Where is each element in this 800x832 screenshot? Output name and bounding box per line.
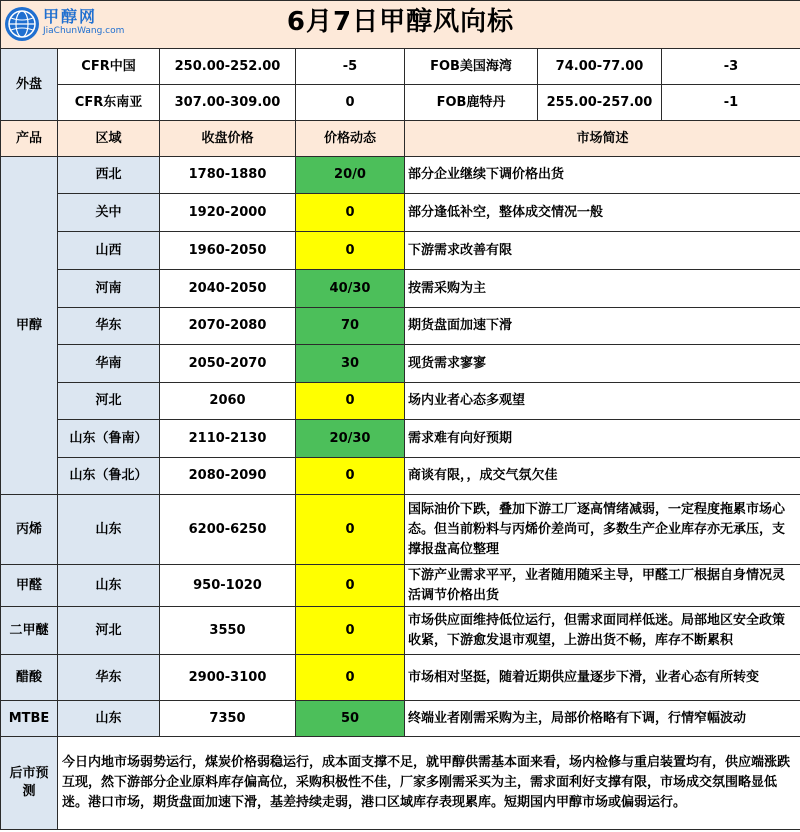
desc-cell: 部分企业继续下调价格出货 (405, 157, 800, 194)
region-cell: 山东 (58, 565, 160, 607)
market-change: -1 (662, 85, 800, 121)
desc-cell: 市场供应面维持低位运行，但需求面同样低迷。局部地区安全政策收紧，下游愈发退市观望，上游出货不畅，库存不断累积 (405, 607, 800, 655)
product-cell: 丙烯 (1, 495, 58, 565)
region-cell: 山西 (58, 232, 160, 270)
product-cell: 二甲醚 (1, 607, 58, 655)
change-cell: 0 (296, 565, 405, 607)
bottom-table (0, 737, 800, 830)
header-region: 区域 (58, 121, 160, 157)
market-change: 0 (296, 85, 405, 121)
desc-cell: 需求难有向好预期 (405, 420, 800, 458)
price-cell: 2080-2090 (160, 458, 296, 495)
table-row (1, 194, 800, 232)
price-cell: 950-1020 (160, 565, 296, 607)
price-cell: 6200-6250 (160, 495, 296, 565)
table-row (1, 655, 800, 701)
region-cell: 河南 (58, 270, 160, 308)
desc-cell: 下游产业需求平平，业者随用随采主导，甲醛工厂根据自身情况灵活调节价格出货 (405, 565, 800, 607)
change-cell: 0 (296, 495, 405, 565)
page-title: 6月7日甲醇风向标 (286, 7, 515, 37)
change-cell: 50 (296, 701, 405, 737)
desc-cell: 按需采购为主 (405, 270, 800, 308)
globe-icon (5, 7, 39, 41)
region-cell: 华南 (58, 345, 160, 383)
market-price: 307.00-309.00 (160, 85, 296, 121)
desc-cell: 场内业者心态多观望 (405, 383, 800, 420)
table-row (1, 701, 800, 737)
table-row (1, 383, 800, 420)
product-cell: 醋酸 (1, 655, 58, 701)
change-cell: 30 (296, 345, 405, 383)
region-cell: 山东（鲁南） (58, 420, 160, 458)
region-cell: 河北 (58, 383, 160, 420)
table-row (1, 345, 800, 383)
desc-cell: 终端业者刚需采购为主，局部价格略有下调，行情窄幅波动 (405, 701, 800, 737)
forecast-text: 今日内地市场弱势运行，煤炭价格弱稳运行，成本面支撑不足，就甲醇供需基本面来看，场内检修与重启装置均有，供应端涨跌互现，然下游部分企业原料库存偏高位，采购积极性不佳，厂家多刚需采买为主，需求面利好支撑有限，市场成交氛围略显低迷。港口市场，期货盘面加速下滑，基差持续走弱，港口区域库存表现累库。短期国内甲醇市场或偏弱运行。 (58, 737, 800, 829)
desc-cell: 商谈有限，，成交气氛欠佳 (405, 458, 800, 495)
change-cell: 0 (296, 655, 405, 701)
region-cell: 华东 (58, 308, 160, 345)
region-cell: 关中 (58, 194, 160, 232)
price-cell: 1960-2050 (160, 232, 296, 270)
desc-cell: 现货需求寥寥 (405, 345, 800, 383)
product-cell: MTBE (1, 701, 58, 737)
change-cell: 0 (296, 607, 405, 655)
market-name: FOB美国海湾 (405, 49, 538, 85)
site-logo (5, 5, 124, 43)
region-cell: 西北 (58, 157, 160, 194)
price-cell: 2050-2070 (160, 345, 296, 383)
table-row (1, 270, 800, 308)
price-cell: 2040-2050 (160, 270, 296, 308)
product-methanol: 甲醇 (1, 157, 58, 495)
region-cell: 河北 (58, 607, 160, 655)
market-change: -5 (296, 49, 405, 85)
header-desc: 市场简述 (405, 121, 800, 157)
market-price: 74.00-77.00 (538, 49, 662, 85)
market-price: 250.00-252.00 (160, 49, 296, 85)
table-row (1, 232, 800, 270)
change-cell: 0 (296, 232, 405, 270)
market-price: 255.00-257.00 (538, 85, 662, 121)
table-row (1, 420, 800, 458)
market-name: CFR东南亚 (58, 85, 160, 121)
desc-cell: 期货盘面加速下滑 (405, 308, 800, 345)
change-cell: 20/30 (296, 420, 405, 458)
change-cell: 70 (296, 308, 405, 345)
price-cell: 2900-3100 (160, 655, 296, 701)
region-cell: 山东 (58, 495, 160, 565)
price-cell: 2060 (160, 383, 296, 420)
price-cell: 2110-2130 (160, 420, 296, 458)
logo-cn-text: 甲醇网 (43, 7, 98, 26)
market-name: FOB鹿特丹 (405, 85, 538, 121)
forecast-label: 后市预测 (1, 737, 58, 829)
table-row (1, 157, 800, 194)
price-cell: 1780-1880 (160, 157, 296, 194)
header-product: 产品 (1, 121, 58, 157)
region-cell: 山东 (58, 701, 160, 737)
table-row (1, 458, 800, 495)
price-cell: 2070-2080 (160, 308, 296, 345)
desc-cell: 市场相对坚挺，随着近期供应量逐步下滑，业者心态有所转变 (405, 655, 800, 701)
price-cell: 3550 (160, 607, 296, 655)
change-cell: 0 (296, 458, 405, 495)
change-cell: 0 (296, 194, 405, 232)
desc-cell: 下游需求改善有限 (405, 232, 800, 270)
market-change: -3 (662, 49, 800, 85)
title-bar (1, 1, 800, 49)
desc-cell: 部分逢低补空，整体成交情况一般 (405, 194, 800, 232)
waipan-label: 外盘 (1, 49, 58, 121)
desc-cell: 国际油价下跌，叠加下游工厂逐高情绪减弱，一定程度拖累市场心态。但当前粉料与丙烯价差尚可，多数生产企业库存亦无承压，支撑报盘高位整理 (405, 495, 800, 565)
table-row (1, 565, 800, 607)
product-cell: 甲醛 (1, 565, 58, 607)
table-row (1, 308, 800, 345)
header-change: 价格动态 (296, 121, 405, 157)
header-price: 收盘价格 (160, 121, 296, 157)
change-cell: 40/30 (296, 270, 405, 308)
change-cell: 0 (296, 383, 405, 420)
market-name: CFR中国 (58, 49, 160, 85)
price-cell: 1920-2000 (160, 194, 296, 232)
logo-en-text: JiaChunWang.com (43, 26, 125, 36)
change-cell: 20/0 (296, 157, 405, 194)
table-row (1, 607, 800, 655)
region-cell: 山东（鲁北） (58, 458, 160, 495)
price-cell: 7350 (160, 701, 296, 737)
region-cell: 华东 (58, 655, 160, 701)
table-row (1, 495, 800, 565)
